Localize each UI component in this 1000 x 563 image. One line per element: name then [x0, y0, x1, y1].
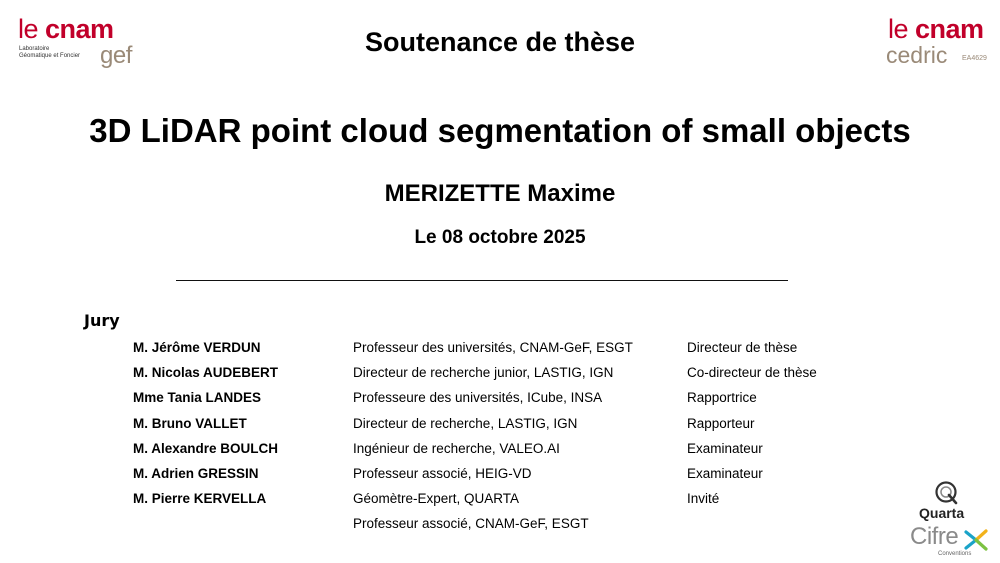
cnam-cedric-logo: [880, 14, 998, 69]
cifre-logo-text: Cifre: [910, 523, 959, 550]
gef-logo-text: gef: [100, 42, 132, 69]
lab-name: Laboratoire Géomatique et Foncier: [19, 46, 81, 59]
thesis-title: 3D LiDAR point cloud segmentation of small objects: [89, 112, 911, 149]
quarta-q-icon: [934, 480, 962, 506]
jury-member-name: M. Jérôme VERDUN: [133, 340, 261, 355]
divider: [176, 280, 788, 281]
jury-member-title: Géomètre-Expert, QUARTA: [353, 491, 520, 507]
cedric-logo-text: cedric: [886, 42, 948, 68]
jury-member-title: Directeur de recherche, LASTIG, IGN: [353, 415, 578, 431]
jury-member-name: M. Bruno VALLET: [133, 415, 247, 431]
jury-member-name: M. Adrien GRESSIN: [133, 465, 259, 481]
cnam-logo-text: le cnam: [18, 14, 114, 44]
lab-code: EA4629: [962, 55, 987, 62]
cifre-sub-text: Conventions: [938, 551, 972, 557]
jury-member-role: Rapporteur: [687, 415, 755, 431]
jury-member-name: M. Nicolas AUDEBERT: [133, 365, 279, 381]
jury-member-name: M. Pierre KERVELLA: [133, 491, 267, 507]
jury-member-title: Directeur de recherche junior, LASTIG, IGN: [353, 365, 614, 381]
jury-member-role: Examinateur: [687, 440, 763, 456]
jury-member-role: Invité: [687, 491, 720, 507]
quarta-logo-text: Quarta: [919, 505, 965, 521]
jury-member-name: M. Alexandre BOULCH: [133, 440, 279, 456]
header-title: Soutenance de thèse: [364, 27, 636, 57]
cnam-logo-text: le cnam: [888, 14, 984, 44]
jury-member-role: Co-directeur de thèse: [687, 365, 817, 381]
defense-date: Le 08 octobre 2025: [414, 227, 586, 248]
jury-member-role: Examinateur: [687, 465, 763, 481]
jury-member-title: Professeure des universités, ICube, INSA: [353, 390, 603, 406]
jury-heading: Jury: [84, 311, 120, 330]
jury-member-title: Professeur associé, HEIG-VD: [353, 465, 532, 481]
jury-member-role: Directeur de thèse: [687, 340, 798, 355]
jury-member-title: Professeur des universités, CNAM-GeF, ESGT: [353, 340, 633, 355]
cifre-mark-icon: [964, 528, 990, 552]
jury-member-title: Professeur associé, CNAM-GeF, ESGT: [353, 516, 589, 532]
jury-member-title: Ingénieur de recherche, VALEO.AI: [353, 440, 560, 456]
quarta-logo: [916, 480, 984, 520]
cifre-logo: [910, 524, 990, 560]
jury-member-role: Rapportrice: [687, 390, 757, 406]
author-name: MERIZETTE Maxime: [384, 180, 616, 207]
jury-member-name: Mme Tania LANDES: [133, 390, 262, 406]
